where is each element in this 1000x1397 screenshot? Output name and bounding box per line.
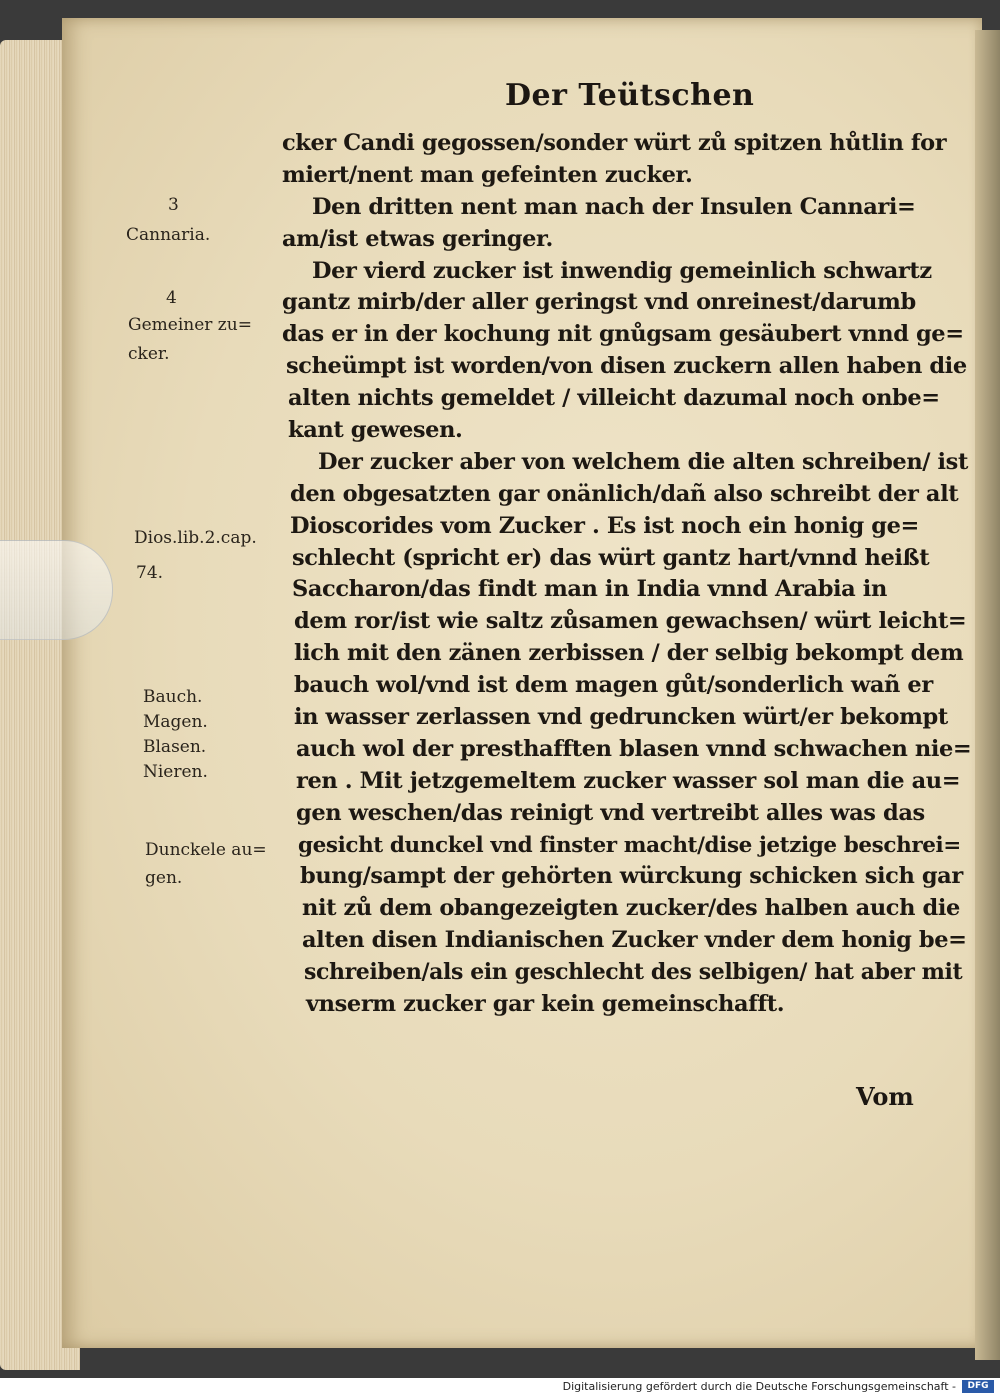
margin-note-number-4: 4 [166, 288, 177, 308]
margin-note-dunckele-augen-2: gen. [145, 868, 183, 888]
text-line: gesicht dunckel vnd finster macht/dise jetzige beschrei= [298, 832, 961, 858]
text-line: das er in der kochung nit gnůgsam gesäubert vnnd ge= [282, 321, 964, 348]
text-line: schlecht (spricht er) das würt gantz hart/vnnd heißt [292, 544, 930, 571]
text-line: scheümpt ist worden/von disen zuckern allen haben die [286, 353, 967, 380]
text-line: lich mit den zänen zerbissen / der selbig bekompt dem [294, 640, 964, 667]
page-shadow-edge [975, 30, 1000, 1360]
text-line: kant gewesen. [288, 417, 463, 444]
body-text [282, 128, 972, 1021]
text-line: am/ist etwas geringer. [282, 225, 553, 252]
margin-note-dunckele-augen-1: Dunckele au= [145, 840, 267, 860]
text-line: miert/nent man gefeinten zucker. [282, 161, 693, 188]
text-line: schreiben/als ein geschlecht des selbigen/ hat aber mit [304, 959, 963, 986]
text-line: cker Candi gegossen/sonder würt zů spitzen hůtlin for [282, 130, 947, 156]
digitization-credit: Digitalisierung gefördert durch die Deutsche Forschungsgemeinschaft - [562, 1380, 956, 1393]
text-line: nit zů dem obangezeigten zucker/des halben auch die [302, 895, 960, 922]
margin-note-blasen: Blasen. [143, 737, 207, 757]
running-header: Der Teütschen [505, 78, 755, 113]
text-line: ren . Mit jetzgemeltem zucker wasser sol man die au= [296, 767, 961, 794]
margin-note-magen: Magen. [143, 712, 208, 732]
margin-note-gemeiner-zucker-2: cker. [128, 344, 170, 364]
text-line: den obgesatzten gar onänlich/dañ also schreibt der alt [290, 480, 959, 507]
text-line: dem ror/ist wie saltz zůsamen gewachsen/ würt leicht= [294, 608, 967, 635]
margin-note-cannaria: Cannaria. [126, 225, 211, 245]
text-line: Dioscorides vom Zucker . Es ist noch ein honig ge= [290, 512, 919, 539]
catchword: Vom [856, 1082, 914, 1111]
margin-note-number-3: 3 [168, 195, 179, 215]
text-line: bung/sampt der gehörten würckung schicken sich gar [300, 863, 963, 890]
margin-note-gemeiner-zucker-1: Gemeiner zu= [128, 315, 252, 335]
text-line: gantz mirb/der aller geringst vnd onreinest/darumb [282, 289, 916, 316]
text-line: in wasser zerlassen vnd gedruncken würt/er bekompt [294, 704, 948, 731]
dfg-logo: DFG [962, 1380, 994, 1393]
margin-note-dioscorides-2: 74. [136, 563, 164, 583]
text-line: Den dritten nent man nach der Insulen Cannari= [312, 193, 916, 220]
text-line: alten disen Indianischen Zucker vnder dem honig be= [302, 927, 967, 954]
text-line: bauch wol/vnd ist dem magen gůt/sonderlich wañ er [294, 672, 933, 699]
text-line: Der vierd zucker ist inwendig gemeinlich schwartz [312, 257, 932, 284]
text-line: gen weschen/das reinigt vnd vertreibt alles was das [296, 799, 925, 826]
text-line: Saccharon/das findt man in India vnnd Arabia in [292, 576, 887, 603]
margin-note-dioscorides-1: Dios.lib.2.cap. [134, 528, 257, 548]
margin-note-bauch: Bauch. [143, 687, 203, 707]
text-line: auch wol der presthafften blasen vnnd schwachen nie= [296, 735, 972, 762]
bookmark-tab [0, 540, 113, 640]
text-line: alten nichts gemeldet / villeicht dazumal noch onbe= [288, 385, 940, 412]
text-line: vnserm zucker gar kein gemeinschafft. [306, 991, 785, 1018]
margin-note-nieren: Nieren. [143, 762, 208, 782]
text-line: Der zucker aber von welchem die alten schreiben/ ist [318, 448, 968, 475]
